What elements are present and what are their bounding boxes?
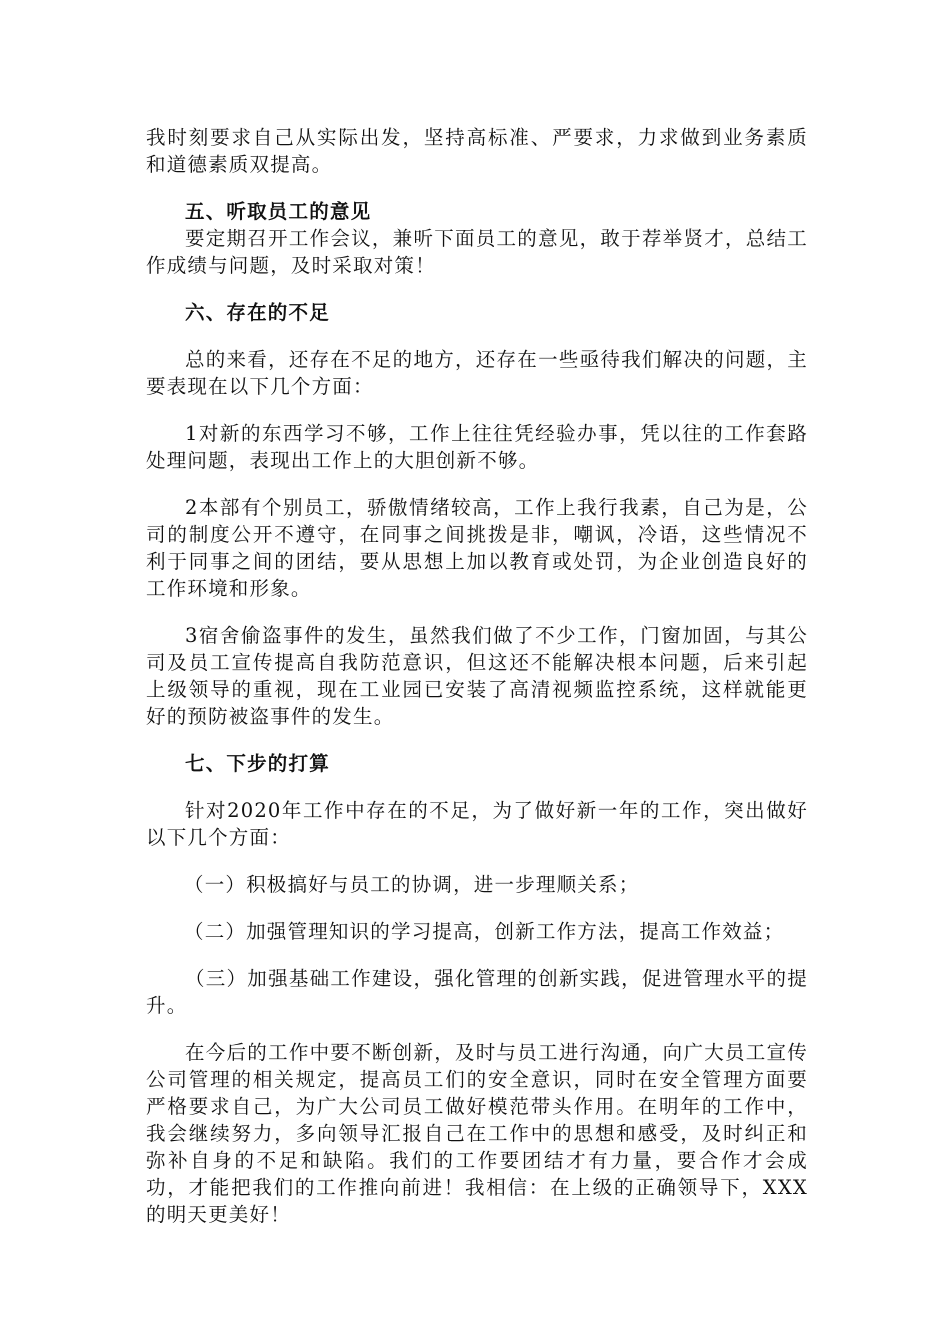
section-seven-item-2: （二）加强管理知识的学习提高，创新工作方法，提高工作效益； bbox=[184, 920, 785, 943]
section-seven-item-1: （一）积极搞好与员工的协调，进一步理顺关系； bbox=[184, 873, 640, 896]
intro-paragraph: 我时刻要求自己从实际出发，坚持高标准、严要求，力求做到业务素质和道德素质双提高。 bbox=[146, 126, 808, 176]
closing-paragraph: 在今后的工作中要不断创新，及时与员工进行沟通，向广大员工宣传公司管理的相关规定，提高员工们的安全意识，同时在安全管理方面要严格要求自己，为广大公司员工做好模范带头作用。在明年的工作中，我会继续努力，多向领导汇报自己在工作中的思想和感受，及时纠正和弥补自身的不足和缺陷。我们的工作要团结才有力量，要合作才会成功，才能把我们的工作推向前进！我相信：在上级的正确领导下，XXX的明天更美好！ bbox=[146, 1041, 808, 1226]
section-six-item-1: 1对新的东西学习不够，工作上往往凭经验办事，凭以往的工作套路处理问题，表现出工作上的大胆创新不够。 bbox=[146, 422, 808, 472]
section-five-heading: 五、听取员工的意见 bbox=[185, 200, 372, 223]
section-six-item-2: 2本部有个别员工，骄傲情绪较高，工作上我行我素，自己为是，公司的制度公开不遵守，在同事之间挑拨是非，嘲讽，冷语，这些情况不利于同事之间的团结，要从思想上加以教育或处罚，为企业创造良好的工作环境和形象。 bbox=[146, 496, 808, 600]
document-page bbox=[146, 124, 808, 1228]
section-six-heading: 六、存在的不足 bbox=[185, 301, 330, 324]
section-seven-item-3: （三）加强基础工作建设，强化管理的创新实践，促进管理水平的提升。 bbox=[146, 967, 808, 1017]
section-seven-heading: 七、下步的打算 bbox=[185, 752, 330, 775]
section-seven-intro: 针对2020年工作中存在的不足，为了做好新一年的工作，突出做好以下几个方面： bbox=[146, 799, 808, 849]
section-six-item-3: 3宿舍偷盗事件的发生，虽然我们做了不少工作，门窗加固，与其公司及员工宣传提高自我防范意识，但这还不能解决根本问题，后来引起上级领导的重视，现在工业园已安装了高清视频监控系统，这样就能更好的预防被盗事件的发生。 bbox=[146, 624, 808, 728]
section-five-paragraph: 要定期召开工作会议，兼听下面员工的意见，敢于荐举贤才，总结工作成绩与问题，及时采取对策！ bbox=[146, 227, 808, 277]
section-six-intro: 总的来看，还存在不足的地方，还存在一些亟待我们解决的问题，主要表现在以下几个方面： bbox=[146, 348, 808, 398]
